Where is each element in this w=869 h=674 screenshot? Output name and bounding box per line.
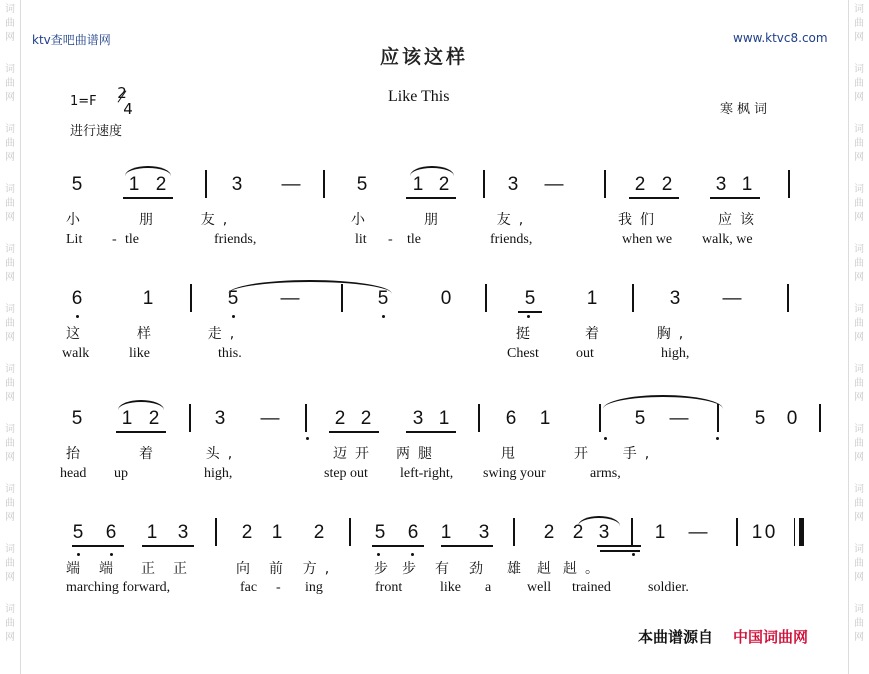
note-1: 1 [539, 408, 551, 429]
chinese-lyric: 朋 [424, 212, 446, 228]
chinese-lyric: 向 [236, 561, 258, 577]
chinese-lyric: 友, [200, 212, 236, 228]
chinese-lyric: 方, [302, 561, 338, 577]
chinese-lyric: 我们 [618, 212, 662, 228]
note-1: 1 [121, 408, 133, 429]
chinese-lyric: 开 [574, 446, 596, 462]
watermark-char: 词 [5, 544, 15, 555]
eighth-note-underline [710, 197, 760, 199]
chinese-lyric: 着 [139, 446, 161, 462]
english-lyric: ing [305, 580, 323, 595]
final-barline-thin [794, 518, 795, 546]
english-lyric: friends, [214, 232, 257, 247]
note-1: 1 [654, 522, 666, 543]
octave-dot [377, 553, 380, 556]
chinese-lyric: 着 [585, 326, 607, 342]
note-6: 6 [105, 522, 117, 543]
chinese-lyric: 端 [66, 561, 88, 577]
chinese-lyric: 正 [173, 561, 195, 577]
barline [189, 404, 191, 432]
watermark-char: 曲 [854, 78, 864, 89]
chinese-lyric: 端 [99, 561, 121, 577]
octave-dot [411, 553, 414, 556]
octave-dot [527, 315, 530, 318]
source-label: 本曲谱源自 [638, 628, 714, 646]
watermark-char: 曲 [854, 378, 864, 389]
octave-dot [76, 315, 79, 318]
chinese-lyric: 小 [351, 212, 373, 228]
watermark-char: 词 [5, 4, 15, 15]
note-2: 2 [543, 522, 555, 543]
watermark-char: 词 [854, 604, 864, 615]
octave-dot [110, 553, 113, 556]
note-5: 5 [356, 174, 368, 195]
watermark-char: 网 [5, 152, 15, 163]
english-lyric: out [576, 346, 594, 361]
slur [603, 395, 723, 409]
watermark-char: 曲 [5, 558, 15, 569]
english-lyric: high, [661, 346, 690, 361]
barline [190, 284, 192, 312]
watermark-char: 词 [5, 124, 15, 135]
eighth-note-underline [518, 311, 542, 313]
watermark-char: 曲 [5, 378, 15, 389]
watermark-char: 词 [854, 364, 864, 375]
english-lyric: high, [204, 466, 233, 481]
note-3: 3 [412, 408, 424, 429]
note-2: 2 [155, 174, 167, 195]
barline [483, 170, 485, 198]
watermark-char: 曲 [5, 498, 15, 509]
note-1: 1 [271, 522, 283, 543]
note-1: 1 [741, 174, 753, 195]
watermark-char: 曲 [5, 618, 15, 629]
chinese-lyric: 朋 [139, 212, 161, 228]
english-lyric: head [60, 466, 87, 481]
watermark-char: 词 [5, 364, 15, 375]
eighth-note-underline [406, 197, 456, 199]
watermark-char: 曲 [5, 138, 15, 149]
octave-dot [382, 315, 385, 318]
watermark-char: 词 [854, 4, 864, 15]
eighth-note-underline [406, 431, 456, 433]
eighth-note-underline [600, 550, 640, 552]
watermark-char: 词 [854, 244, 864, 255]
chinese-lyric: 步 [374, 561, 396, 577]
english-lyric: step out [324, 466, 368, 481]
sustain-dash: — [280, 288, 300, 309]
watermark-char: 网 [854, 452, 864, 463]
eighth-note-underline [123, 197, 173, 199]
final-barline [799, 518, 804, 546]
note-1: 1 [440, 522, 452, 543]
song-subtitle: Like This [388, 88, 450, 105]
english-lyric: well [527, 580, 552, 595]
english-lyric: up [114, 466, 128, 481]
lyricist-credit: 寒枫词 [720, 102, 772, 117]
chinese-lyric: 步 [402, 561, 424, 577]
english-lyric: left-right, [400, 466, 454, 481]
note-6: 6 [407, 522, 419, 543]
source-site-link[interactable]: 中国词曲网 [733, 628, 809, 646]
english-lyric: Chest [507, 346, 539, 361]
watermark-char: 网 [854, 392, 864, 403]
note-3: 3 [214, 408, 226, 429]
english-lyric: fac [240, 580, 258, 595]
site-name-left[interactable]: ktv查吧曲谱网 [32, 33, 111, 47]
eighth-note-underline [329, 431, 379, 433]
time-signature [116, 84, 133, 118]
chinese-lyric: 赳 [537, 561, 559, 577]
watermark-char: 网 [854, 632, 864, 643]
english-lyric: like [440, 580, 461, 595]
barline [215, 518, 217, 546]
sustain-dash: — [260, 408, 280, 429]
chinese-lyric: 应该 [718, 212, 762, 228]
sustain-dash: — [722, 288, 742, 309]
octave-dot [716, 437, 719, 440]
watermark-char: 网 [5, 632, 15, 643]
chinese-lyric: 抬 [66, 446, 88, 462]
right-watermark-strip [849, 0, 869, 674]
chinese-lyric: 手, [622, 446, 658, 462]
key-signature: 1=F [70, 94, 97, 109]
watermark-char: 曲 [854, 138, 864, 149]
note-5: 5 [524, 288, 536, 309]
watermark-char: 词 [854, 484, 864, 495]
watermark-char: 网 [5, 512, 15, 523]
chinese-lyric: 胸, [656, 326, 692, 342]
english-lyric: trained [572, 580, 611, 595]
watermark-char: 网 [5, 32, 15, 43]
english-lyric: this. [218, 346, 242, 361]
watermark-char: 网 [854, 572, 864, 583]
watermark-char: 曲 [5, 438, 15, 449]
watermark-char: 曲 [5, 198, 15, 209]
chinese-lyric: 走, [207, 326, 243, 342]
barline [513, 518, 515, 546]
watermark-char: 曲 [5, 18, 15, 29]
note-3: 3 [715, 174, 727, 195]
barline [632, 284, 634, 312]
left-border-line [20, 0, 21, 674]
note-2: 2 [438, 174, 450, 195]
watermark-char: 网 [854, 272, 864, 283]
sustain-dash: — [281, 174, 301, 195]
sustain-dash: — [544, 174, 564, 195]
slur [228, 280, 392, 294]
watermark-char: 曲 [854, 438, 864, 449]
barline [604, 170, 606, 198]
note-6: 6 [505, 408, 517, 429]
chinese-lyric: 挺 [516, 326, 538, 342]
barline [788, 170, 790, 198]
octave-dot [306, 437, 309, 440]
note-1: 1 [586, 288, 598, 309]
note-3: 3 [598, 522, 610, 543]
chinese-lyric: 样 [137, 326, 159, 342]
eighth-note-underline [629, 197, 679, 199]
watermark-char: 词 [5, 184, 15, 195]
eighth-note-underline [72, 545, 124, 547]
note-5: 5 [227, 288, 239, 309]
note-2: 2 [572, 522, 584, 543]
watermark-char: 曲 [5, 318, 15, 329]
note-5: 5 [377, 288, 389, 309]
note-0: 0 [786, 408, 798, 429]
barline [478, 404, 480, 432]
note-3: 3 [231, 174, 243, 195]
english-lyric: - [388, 232, 393, 247]
barline [485, 284, 487, 312]
note-2: 2 [661, 174, 673, 195]
chinese-lyric: 两腿 [396, 446, 440, 462]
left-watermark-strip [0, 0, 20, 674]
slur [410, 166, 454, 176]
watermark-char: 网 [854, 92, 864, 103]
watermark-char: 网 [854, 212, 864, 223]
eighth-note-underline [597, 545, 641, 547]
watermark-char: 网 [5, 272, 15, 283]
watermark-char: 词 [854, 64, 864, 75]
english-lyric: marching forward, [66, 580, 171, 595]
watermark-char: 词 [854, 544, 864, 555]
english-lyric: - [276, 580, 281, 595]
tempo-marking: 进行速度 [70, 124, 123, 139]
watermark-char: 网 [5, 92, 15, 103]
watermark-char: 网 [854, 152, 864, 163]
octave-dot [604, 437, 607, 440]
chinese-lyric: 前 [269, 561, 291, 577]
english-lyric: swing your [483, 466, 546, 481]
note-5: 5 [634, 408, 646, 429]
watermark-char: 词 [854, 304, 864, 315]
english-lyric: - [112, 232, 117, 247]
note-5: 5 [72, 522, 84, 543]
watermark-char: 词 [5, 424, 15, 435]
note-1: 1 [146, 522, 158, 543]
english-lyric: tle [125, 232, 139, 247]
note-2: 2 [241, 522, 253, 543]
english-lyric: friends, [490, 232, 533, 247]
chinese-lyric: 迈开 [333, 446, 377, 462]
note-1: 1 [412, 174, 424, 195]
chinese-lyric: 友, [496, 212, 532, 228]
note-2: 2 [360, 408, 372, 429]
watermark-char: 词 [5, 484, 15, 495]
watermark-char: 词 [854, 124, 864, 135]
barline [787, 284, 789, 312]
barline [819, 404, 821, 432]
note-2: 2 [334, 408, 346, 429]
chinese-lyric: 这 [66, 326, 88, 342]
eighth-note-underline [372, 545, 424, 547]
chinese-lyric: 有 [435, 561, 457, 577]
english-lyric: Lit [66, 232, 83, 247]
right-border-line [848, 0, 849, 674]
time-denominator: 4 [123, 100, 133, 118]
octave-dot [77, 553, 80, 556]
watermark-char: 词 [5, 244, 15, 255]
note-3: 3 [177, 522, 189, 543]
eighth-note-underline [116, 431, 166, 433]
sustain-dash: — [669, 408, 689, 429]
barline [736, 518, 738, 546]
chinese-lyric: 小 [66, 212, 88, 228]
watermark-char: 网 [5, 212, 15, 223]
watermark-char: 网 [854, 332, 864, 343]
chinese-lyric: 头, [205, 446, 241, 462]
note-2: 2 [148, 408, 160, 429]
note-3: 3 [507, 174, 519, 195]
note-0: 0 [764, 522, 776, 543]
watermark-char: 词 [5, 64, 15, 75]
watermark-char: 网 [5, 452, 15, 463]
english-lyric: front [375, 580, 403, 595]
chinese-lyric: 甩 [501, 446, 523, 462]
note-1: 1 [142, 288, 154, 309]
watermark-char: 曲 [854, 618, 864, 629]
watermark-char: 曲 [5, 78, 15, 89]
note-1: 1 [751, 522, 763, 543]
note-5: 5 [374, 522, 386, 543]
english-lyric: lit [355, 232, 367, 247]
watermark-char: 曲 [854, 18, 864, 29]
note-3: 3 [669, 288, 681, 309]
watermark-char: 曲 [854, 258, 864, 269]
english-lyric: walk, we [702, 232, 753, 247]
english-lyric: arms, [590, 466, 621, 481]
barline [631, 518, 633, 546]
watermark-char: 曲 [5, 258, 15, 269]
watermark-char: 网 [854, 512, 864, 523]
eighth-note-underline [142, 545, 194, 547]
barline [323, 170, 325, 198]
watermark-char: 网 [5, 332, 15, 343]
chinese-lyric: 赳。 [563, 561, 607, 577]
note-0: 0 [440, 288, 452, 309]
english-lyric: when we [622, 232, 673, 247]
english-lyric: walk [62, 346, 90, 361]
watermark-char: 词 [854, 424, 864, 435]
slur [125, 166, 171, 176]
chinese-lyric: 雄 [507, 561, 529, 577]
octave-dot [632, 553, 635, 556]
barline [349, 518, 351, 546]
site-name-right[interactable]: www.ktvc8.com [733, 31, 828, 45]
watermark-char: 词 [5, 304, 15, 315]
watermark-char: 曲 [854, 198, 864, 209]
watermark-char: 网 [5, 392, 15, 403]
note-6: 6 [71, 288, 83, 309]
watermark-char: 网 [854, 32, 864, 43]
note-5: 5 [754, 408, 766, 429]
barline [599, 404, 601, 432]
note-3: 3 [478, 522, 490, 543]
watermark-char: 曲 [854, 558, 864, 569]
sustain-dash: — [688, 522, 708, 543]
slur [118, 400, 164, 410]
note-2: 2 [313, 522, 325, 543]
chinese-lyric: 正 [141, 561, 163, 577]
english-lyric: soldier. [648, 580, 689, 595]
english-lyric: like [129, 346, 150, 361]
watermark-char: 网 [5, 572, 15, 583]
barline [305, 404, 307, 432]
barline [205, 170, 207, 198]
watermark-char: 词 [854, 184, 864, 195]
english-lyric: tle [407, 232, 421, 247]
octave-dot [232, 315, 235, 318]
note-1: 1 [128, 174, 140, 195]
watermark-char: 词 [5, 604, 15, 615]
english-lyric: a [485, 580, 492, 595]
note-2: 2 [634, 174, 646, 195]
watermark-char: 曲 [854, 498, 864, 509]
watermark-char: 曲 [854, 318, 864, 329]
note-5: 5 [71, 174, 83, 195]
note-1: 1 [438, 408, 450, 429]
eighth-note-underline [441, 545, 493, 547]
source-credit [638, 626, 808, 647]
chinese-lyric: 劲 [469, 561, 491, 577]
time-numerator: 2 [117, 84, 127, 102]
note-5: 5 [71, 408, 83, 429]
song-title: 应该这样 [380, 46, 469, 68]
slur [578, 516, 620, 526]
